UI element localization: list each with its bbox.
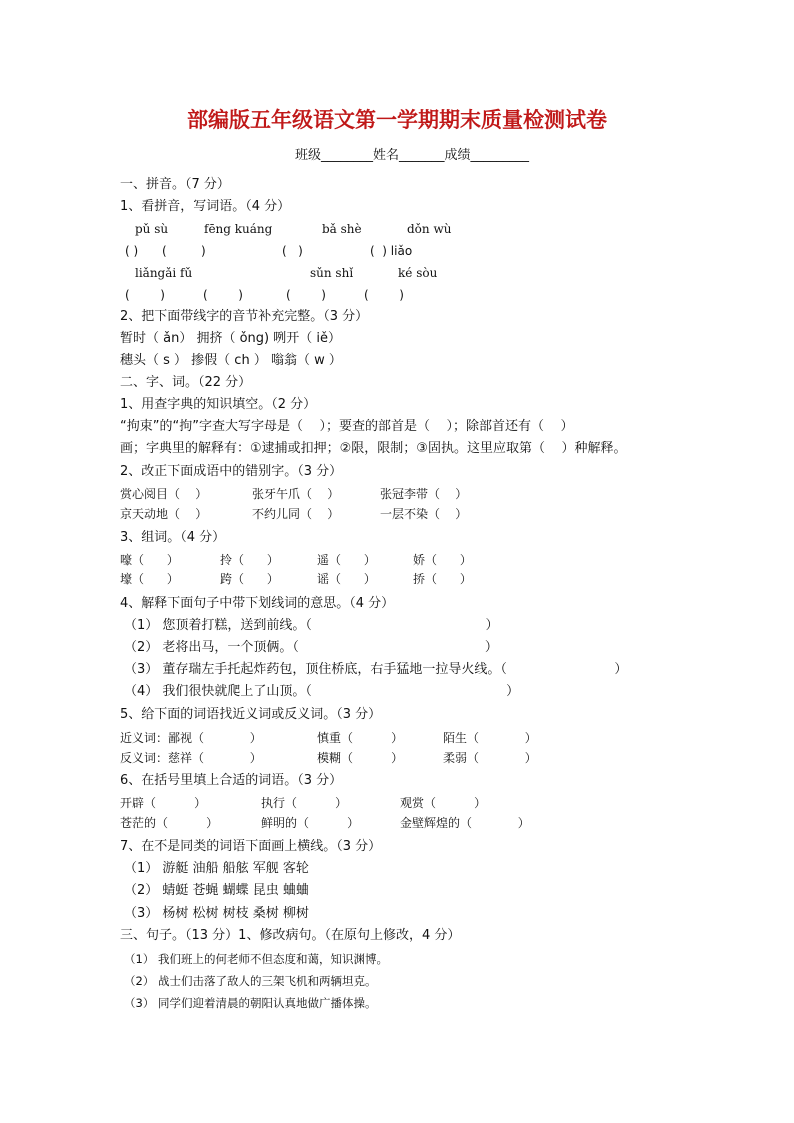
q2-2-heading: 2、改正下面成语中的错别字。（3 分）: [120, 464, 343, 479]
word-group-item: （3） 杨树 松树 树枝 桑树 柳树: [124, 906, 309, 921]
answer-blank[interactable]: ( ): [125, 244, 139, 258]
word-item: 挢（ ）: [413, 572, 472, 586]
sentence-item: （4） 我们很快就爬上了山顶。（ ）: [124, 684, 520, 699]
answer-blank[interactable]: ( ) liǎo: [370, 244, 413, 258]
word-item: 遥（ ）: [317, 553, 376, 567]
pinyin-item: bǎ shè: [322, 222, 362, 236]
word-item: 拎（ ）: [220, 553, 279, 567]
q1-2-heading: 2、把下面带线字的音节补充完整。（3 分）: [120, 309, 369, 324]
fill-item: 观赏（ ）: [400, 796, 487, 810]
word-group-item: （1） 游艇 油船 船舷 军舰 客轮: [124, 861, 309, 876]
pinyin-item: sǔn shǐ: [310, 266, 354, 280]
idiom-item: 一层不染（ ）: [380, 507, 468, 521]
answer-blank[interactable]: ( ): [162, 244, 206, 258]
answer-blank[interactable]: ( ): [125, 288, 165, 302]
pinyin-item: pǔ sù: [135, 222, 169, 236]
word-group-item: （2） 蜻蜓 苍蝇 蝴蝶 昆虫 蛐蛐: [124, 883, 309, 898]
antonym-item: 模糊（ ）: [317, 751, 404, 765]
word-item: 壕（ ）: [120, 572, 179, 586]
word-item: 娇（ ）: [413, 553, 472, 567]
sentence-item: （3） 董存瑞左手托起炸药包，顶住桥底，右手猛地一拉导火线。（ ）: [124, 662, 628, 677]
synonym-item: 陌生（ ）: [443, 731, 537, 745]
synonym-item: 近义词：鄙视（ ）: [120, 731, 262, 745]
idiom-item: 京天动地（ ）: [120, 507, 208, 521]
q2-4-heading: 4、解释下面句子中带下划线词的意思。（4 分）: [120, 596, 395, 611]
idiom-item: 张冠李带（ ）: [380, 487, 468, 501]
word-item: 跨（ ）: [220, 572, 279, 586]
word-item: 谣（ ）: [317, 572, 376, 586]
q2-3-heading: 3、组词。（4 分）: [120, 530, 226, 545]
q2-7-heading: 7、在不是同类的词语下面画上横线。（3 分）: [120, 839, 382, 854]
fill-item: 鲜明的（ ）: [261, 816, 360, 830]
faulty-sentence-item: （1） 我们班上的何老师不但态度和蔼，知识渊博。: [124, 952, 388, 966]
page-title: 部编版五年级语文第一学期期末质量检测试卷: [187, 107, 607, 132]
idiom-item: 赏心阅目（ ）: [120, 487, 208, 501]
q2-6-heading: 6、在括号里填上合适的词语。（3 分）: [120, 773, 343, 788]
student-info-line: 班级________姓名_______成绩_________: [295, 148, 530, 163]
synonym-item: 慎重（ ）: [317, 731, 404, 745]
syllable-line: 穗头（ s ） 掺假（ ch ） 嗡翁（ w ）: [120, 353, 342, 368]
fill-item: 苍茫的（ ）: [120, 816, 219, 830]
dictionary-line: “拘束”的“拘”字查大写字母是（ ）；要查的部首是（ ）；除部首还有（ ）: [120, 419, 574, 434]
antonym-item: 柔弱（ ）: [443, 751, 537, 765]
faulty-sentence-item: （3） 同学们迎着清晨的朝阳认真地做广播体操。: [124, 996, 377, 1010]
q2-5-heading: 5、给下面的词语找近义词或反义词。（3 分）: [120, 707, 382, 722]
section-2-heading: 二、字、词。（22 分）: [120, 375, 252, 390]
pinyin-item: liǎngǎi fǔ: [135, 266, 193, 280]
pinyin-item: dǒn wù: [407, 222, 452, 236]
section-1-heading: 一、拼音。（7 分）: [120, 177, 230, 192]
idiom-item: 不约儿同（ ）: [252, 507, 340, 521]
fill-item: 执行（ ）: [261, 796, 348, 810]
answer-blank[interactable]: ( ): [282, 244, 303, 258]
syllable-line: 暂时（ ǎn） 拥挤（ ǒng) 咧开（ iě）: [120, 331, 341, 346]
faulty-sentence-item: （2） 战士们击落了敌人的三架飞机和两辆坦克。: [124, 974, 377, 988]
fill-item: 开辟（ ）: [120, 796, 207, 810]
pinyin-item: fēng kuáng: [204, 222, 273, 236]
sentence-item: （1） 您顶着打糕，送到前线。（ ）: [124, 618, 499, 633]
word-item: 嚎（ ）: [120, 553, 179, 567]
sentence-item: （2） 老将出马，一个顶俩。（ ）: [124, 640, 498, 655]
dictionary-line: 画；字典里的解释有：①逮捕或扣押；②限，限制；③固执。这里应取第（ ）种解释。: [120, 441, 627, 456]
answer-blank[interactable]: ( ): [203, 288, 243, 302]
idiom-item: 张牙午爪（ ）: [252, 487, 340, 501]
answer-blank[interactable]: ( ): [286, 288, 326, 302]
pinyin-item: ké sòu: [398, 266, 438, 280]
section-3-heading: 三、句子。（13 分）1、修改病句。（在原句上修改，4 分）: [120, 928, 461, 943]
q1-1-heading: 1、看拼音，写词语。（4 分）: [120, 199, 291, 214]
q2-1-heading: 1、用查字典的知识填空。（2 分）: [120, 397, 317, 412]
antonym-item: 反义词：慈祥（ ）: [120, 751, 262, 765]
fill-item: 金壁辉煌的（ ）: [400, 816, 530, 830]
answer-blank[interactable]: ( ): [364, 288, 404, 302]
